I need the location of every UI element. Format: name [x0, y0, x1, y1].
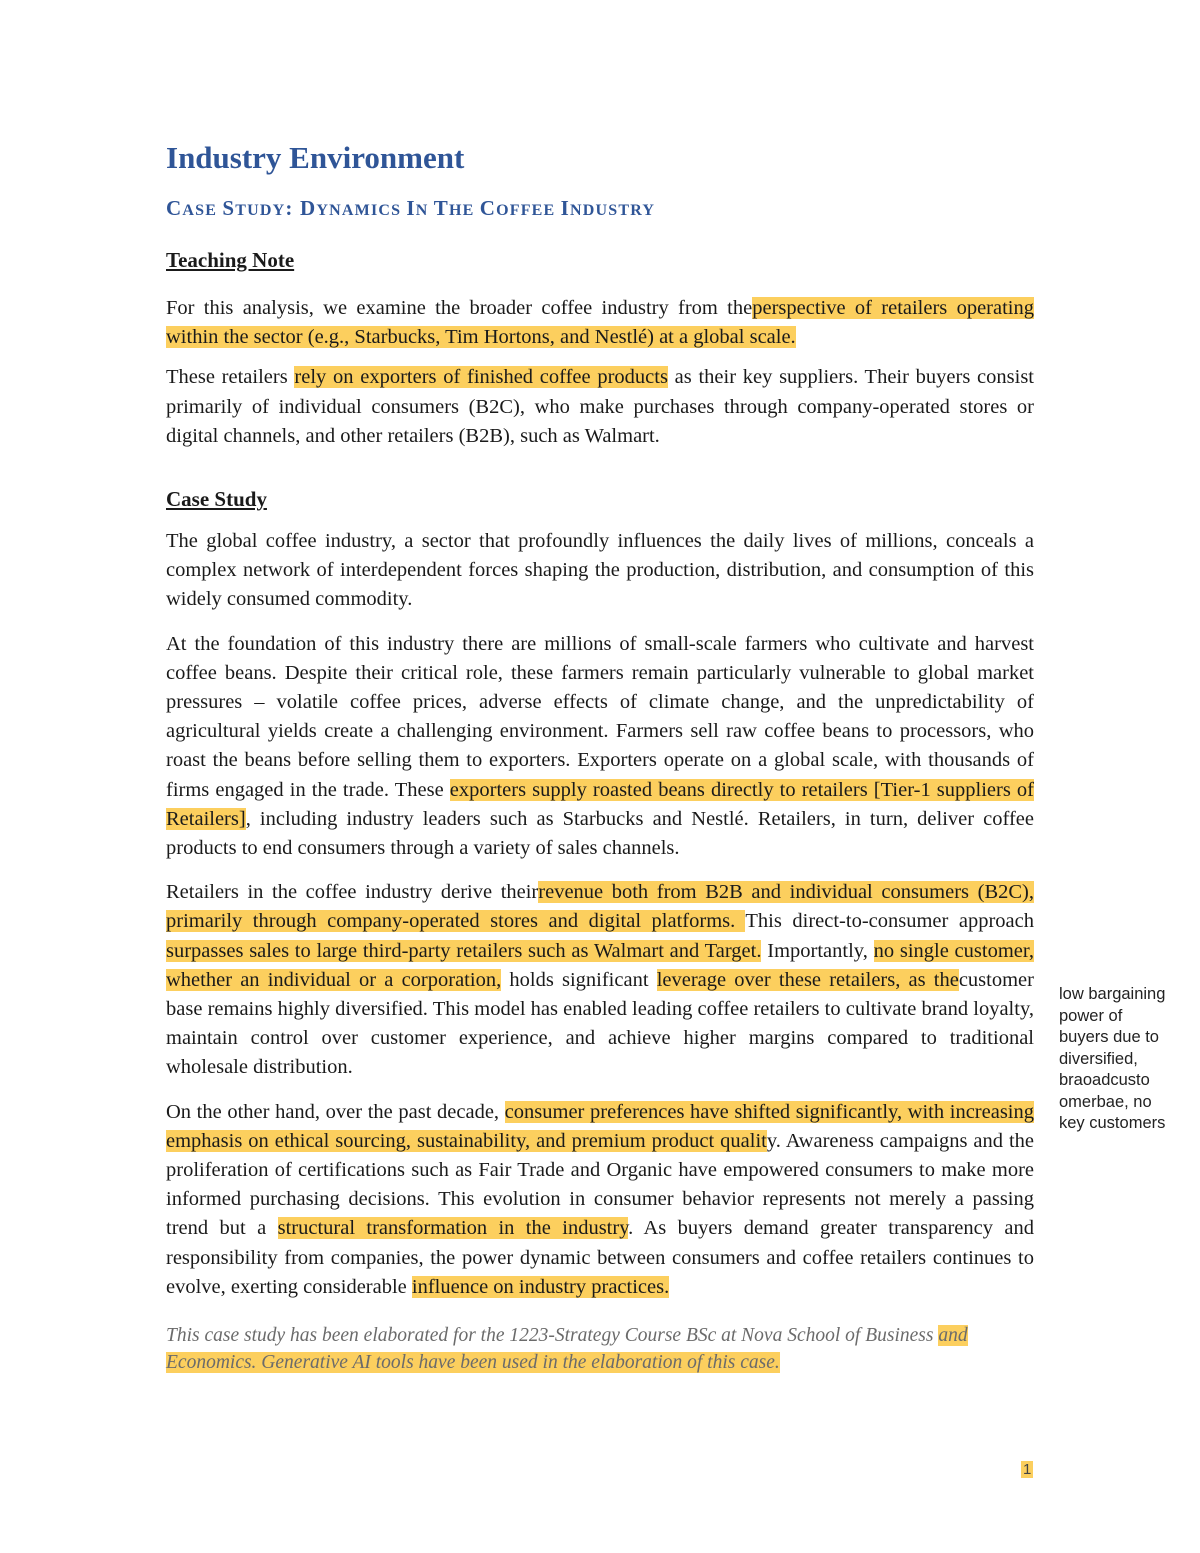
- teaching-note-paragraph-2: [166, 363, 1034, 451]
- page-number: 1: [1023, 1461, 1032, 1478]
- subtitle-letter: I: [406, 196, 416, 220]
- text-run: customer base remains highly diversified. This model has enabled leading coffee retailers to cultivate brand loyalty, maintain control over customer experience, and achieve higher margins compared to traditional wholesale distribution.: [166, 968, 1034, 1079]
- text-run: holds significant: [501, 968, 657, 991]
- highlighted-text: exporters supply roasted beans directly to retailers [Tier-1 suppliers of Retailers]: [166, 778, 1034, 830]
- text-run: On the other hand, over the past decade,: [166, 1100, 505, 1123]
- subtitle-smallcaps: HE: [448, 202, 480, 219]
- subtitle-smallcaps: N: [415, 202, 434, 219]
- text-run: These retailers: [166, 366, 295, 389]
- highlighted-text: surpasses sales to large third-party retailers such as Walmart and Target.: [166, 939, 762, 962]
- page-title: Industry Environment: [166, 140, 465, 175]
- highlighted-text: leverage over these retailers, as the: [656, 968, 959, 991]
- subtitle-letter: T: [433, 196, 449, 220]
- highlighted-text: structural transformation in the industry: [277, 1217, 629, 1240]
- subtitle-smallcaps: NDUSTRY: [570, 202, 656, 219]
- highlighted-text: influence on industry practices.: [411, 1275, 670, 1298]
- subtitle-smallcaps: YNAMICS: [316, 202, 407, 219]
- subtitle-letter: C: [166, 196, 183, 220]
- text-run: , including industry leaders such as Starbucks and Nestlé. Retailers, in turn, deliver coffee products to end consumers through a variety of sales channels.: [166, 807, 1034, 860]
- subtitle-letter: D: [300, 196, 317, 220]
- highlighted-text: revenue both from B2B and individual consumers (B2C), primarily through company-operated stores and digital platforms.: [166, 881, 1035, 933]
- teaching-note-paragraph-1: [166, 294, 1034, 352]
- subtitle-smallcaps: TUDY: [235, 202, 286, 219]
- subtitle-colon: :: [285, 196, 300, 220]
- text-run: . As buyers demand greater transparency and responsibility from companies, the power dynamic between consumers and coffee retailers continues to evolve, exerting considerable: [166, 1217, 1034, 1298]
- subtitle-smallcaps: ASE: [182, 202, 223, 219]
- footnote-text: This case study has been elaborated for the 1223-Strategy Course BSc at Nova School of Business: [166, 1325, 939, 1347]
- subtitle-letter: I: [560, 196, 570, 220]
- case-study-paragraph-1: The global coffee industry, a sector that profoundly influences the daily lives of millions, conceals a complex network of interdependent forces shaping the production, distribution, and consumption of this widely consumed commodity.: [166, 530, 1034, 611]
- case-study-paragraph-2: [166, 630, 1034, 864]
- highlighted-footnote-text: and Economics. Generative AI tools have been used in the elaboration of this case.: [166, 1325, 968, 1374]
- text-run: This direct-to-consumer approach: [745, 910, 1034, 933]
- highlighted-text: consumer preferences have shifted significantly, with increasing emphasis on ethical sourcing, sustainability, and premium product qualit: [166, 1100, 1034, 1152]
- case-study-paragraph-4: [166, 1098, 1034, 1302]
- teaching-note-heading: Teaching Note: [166, 248, 295, 272]
- subtitle-smallcaps: OFFEE: [496, 202, 561, 219]
- text-run: For this analysis, we examine the broader coffee industry from the: [166, 297, 753, 319]
- page-content: [166, 138, 1034, 1376]
- text-run: At the foundation of this industry there are millions of small-scale farmers who cultivate and harvest coffee beans. Despite their critical role, these farmers remain particularly vulnerable to global market pressures – volatile coffee prices, adverse effects of climate change, and the unpredictability of agricultural yields create a challenging environment. Farmers sell raw coffee beans to processors, who roast the beans before selling them to exporters. Exporters operate on a global scale, with thousands of firms engaged in the trade. These: [166, 632, 1034, 801]
- text-run: Retailers in the coffee industry derive their: [166, 881, 539, 904]
- case-study-subtitle: [166, 193, 1034, 226]
- case-study-heading: Case Study: [166, 487, 267, 512]
- text-run: as their key suppliers. Their buyers consist primarily of individual consumers (B2C), who make purchases through company-operated stores or digital channels, and other retailers (B2B), such as Walmart.: [166, 366, 1034, 447]
- subtitle-letter: C: [479, 196, 497, 220]
- subtitle-letter: S: [222, 196, 236, 220]
- case-footnote: [166, 1322, 1034, 1376]
- text-run: Importantly,: [761, 939, 874, 962]
- text-run: y. Awareness campaigns and the proliferation of certifications such as Fair Trade and Organic have empowered consumers to make more informed purchasing decisions. This evolution in consumer behavior represents not merely a passing trend but a: [166, 1129, 1034, 1240]
- highlighted-text: rely on exporters of finished coffee products: [294, 366, 668, 389]
- highlighted-text: no single customer, whether an individual or a corporation,: [166, 939, 1035, 991]
- case-study-paragraph-3: [166, 878, 1034, 1082]
- margin-comment: low bargaining power of buyers due to diversified, braoadcusto omerbae, no key customers: [1059, 985, 1166, 1132]
- highlighted-text: perspective of retailers operating within the sector (e.g., Starbucks, Tim Hortons, and Nestlé) at a global scale.: [166, 297, 1034, 349]
